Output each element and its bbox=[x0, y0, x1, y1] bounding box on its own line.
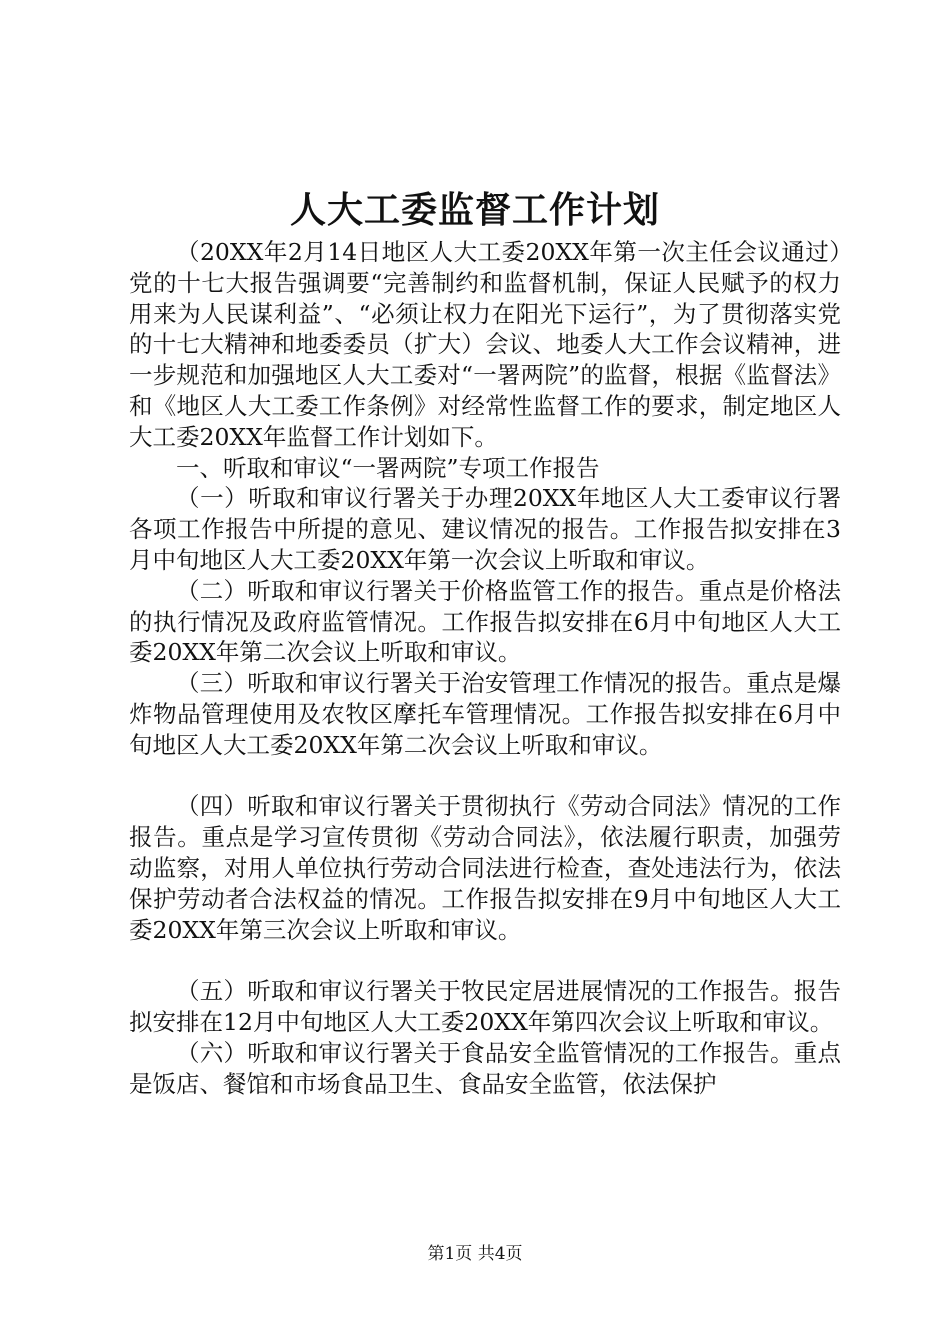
document-title: 人大工委监督工作计划 bbox=[289, 189, 660, 231]
intro-paragraph: （20XX年2月14日地区人大工委20XX年第一次主任会议通过）党的十七大报告强调要“完善制约和监督机制，保证人民赋予的权力用来为人民谋利益”、“必须让权力在阳光下运行”，为了贯彻落实党的十七大精神和地委委员（扩大）会议、地委人大工作会议精神，进一步规范和加强地区人大工委对“一署两院”的监督，根据《监督法》和《地区人大工委工作条例》对经常性监督工作的要求，制定地区人大工委20XX年监督工作计划如下。 bbox=[129, 238, 841, 451]
item-paragraph-4: （四）听取和审议行署关于贯彻执行《劳动合同法》情况的工作报告。重点是学习宣传贯彻《劳动合同法》，依法履行职责，加强劳动监察，对用人单位执行劳动合同法进行检查，查处违法行为，依法保护劳动者合法权益的情况。工作报告拟安排在9月中旬地区人大工委20XX年第三次会议上听取和审议。 bbox=[129, 792, 841, 944]
page-number-footer: 第1页 共4页 bbox=[427, 1244, 523, 1264]
item-paragraph-6: （六）听取和审议行署关于食品安全监管情况的工作报告。重点是饭店、餐馆和市场食品卫生、食品安全监管，依法保护 bbox=[129, 1038, 841, 1098]
item-paragraph-5: （五）听取和审议行署关于牧民定居进展情况的工作报告。报告拟安排在12月中旬地区人大工委20XX年第四次会议上听取和审议。 bbox=[129, 977, 841, 1036]
item-paragraph-1: （一）听取和审议行署关于办理20XX年地区人大工委审议行署各项工作报告中所提的意见、建议情况的报告。工作报告拟安排在3月中旬地区人大工委20XX年第一次会议上听取和审议。 bbox=[129, 484, 841, 574]
item-paragraph-3: （三）听取和审议行署关于治安管理工作情况的报告。重点是爆炸物品管理使用及农牧区摩托车管理情况。工作报告拟安排在6月中旬地区人大工委20XX年第二次会议上听取和审议。 bbox=[129, 669, 841, 759]
section-heading: 一、听取和审议“一署两院”专项工作报告 bbox=[176, 453, 600, 482]
document-body bbox=[129, 237, 841, 1099]
item-paragraph-2: （二）听取和审议行署关于价格监管工作的报告。重点是价格法的执行情况及政府监管情况。工作报告拟安排在6月中旬地区人大工委20XX年第二次会议上听取和审议。 bbox=[129, 576, 841, 667]
